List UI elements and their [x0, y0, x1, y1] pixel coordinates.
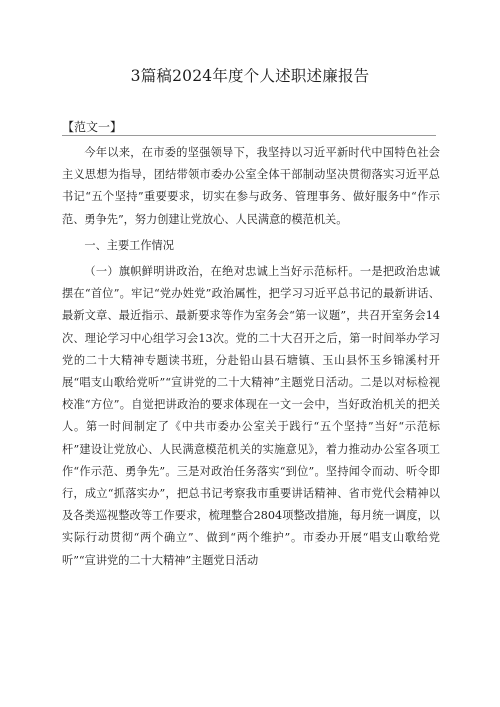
heading-main-work: 一、主要工作情况 — [84, 238, 174, 252]
document-body — [62, 142, 440, 572]
section-divider — [62, 135, 436, 136]
intro-paragraph: 今年以来，在市委的坚强领导下，我坚持以习近平新时代中国特色社会主义思想为指导，团结带领市委办公室全体干部制动坚决贯彻落实习近平总书记“五个坚持”重要要求，切实在参与政务、管理事务、做好服务中“作示范、勇争先”，努力创建让党放心、人民满意的模范机关。 — [62, 146, 440, 226]
body-paragraph: （一）旗帜鲜明讲政治，在绝对忠诚上当好示范标杆。一是把政治忠诚摆在“首位”。牢记“党办姓党”政治属性，把学习习近平总书记的最新讲话、最新文章、最近指示、最新要求等作为室务会“第一议题”，共召开室务会14次、理论学习中心组学习会13次。党的二十大召开之后，第一时间举办学习党的二十大精神专题读书班，分赴铅山县石塘镇、玉山县怀玉乡锦溪村开展“唱支山歌给党听”“宣讲党的二十大精神”主题党日活动。二是以对标检视校准“方位”。自觉把讲政治的要求体现在一文一会中，当好政治机关的把关人。第一时间制定了《中共市委办公室关于践行“五个坚持”当好“示范标杆”建设让党放心、人民满意模范机关的实施意见》，着力推动办公室各项工作“作示范、勇争先”。三是对政治任务落实“到位”。坚持闻令而动、听令即行，成立“抓落实办”，把总书记考察我市重要讲话精神、省市党代会精神以及各类巡视整改等工作要求，梳理整合2804项整改措施，每月统一调度，以实际行动贯彻“两个确立”、做到“两个维护”。市委办开展“唱支山歌给党听”“宣讲党的二十大精神”主题党日活动 — [62, 265, 440, 567]
section-label: 【范文一】 — [62, 120, 123, 134]
document-title: 3篇稿2024年度个人述职述廉报告 — [130, 67, 370, 85]
